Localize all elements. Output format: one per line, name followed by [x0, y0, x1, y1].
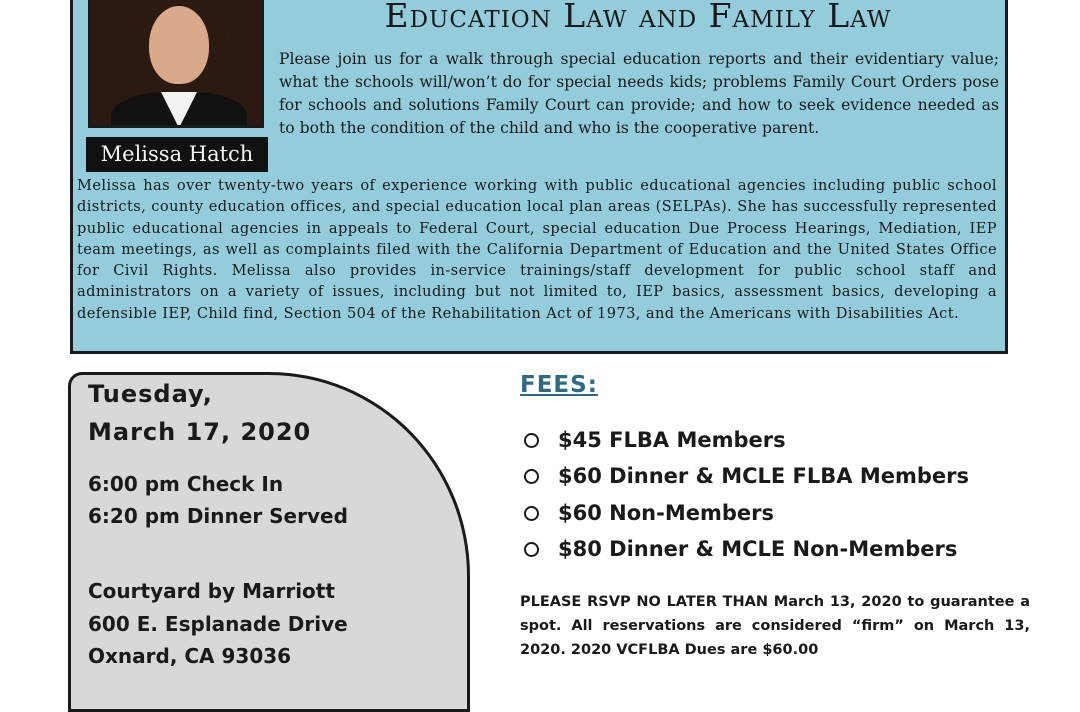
check-in-time: 6:00 pm Check In: [88, 472, 284, 496]
radio-circle-icon[interactable]: [524, 469, 539, 484]
page-title: Education Law and Family Law: [384, 0, 892, 35]
speaker-bio: Melissa has over twenty-two years of experience working with public educational agencies including public school districts, county education offices, and special education local plan areas (SELPAs). She has successfully represented public educational agencies in appeals to Federal Court, special education Due Process Hearings, Mediation, IEP team meetings, as well as complaints filed with the California Department of Education and the United States Office for Civil Rights. Melissa also provides in-service trainings/staff development for public school staff and administrators on a variety of issues, including but not limited to, IEP basics, assessment basics, developing a defensible IEP, Child find, Section 504 of the Rehabilitation Act of 1973, and the Americans with Disabilities Act.: [77, 177, 997, 322]
fee-option[interactable]: [524, 537, 957, 561]
venue-name: Courtyard by Marriott: [88, 579, 335, 603]
fee-option[interactable]: [524, 501, 774, 525]
radio-circle-icon[interactable]: [524, 433, 539, 448]
fee-option[interactable]: [524, 464, 969, 488]
fees-heading: FEES:: [520, 372, 598, 398]
photo-face: [149, 6, 209, 84]
speaker-name: Melissa Hatch: [86, 137, 268, 172]
fee-option[interactable]: [524, 428, 786, 452]
venue-city: Oxnard, CA 93036: [88, 644, 292, 668]
event-date: March 17, 2020: [88, 418, 312, 446]
fee-option-label: $60 Dinner & MCLE FLBA Members: [558, 464, 970, 488]
fee-option-label: $45 FLBA Members: [558, 428, 786, 452]
speaker-photo: [88, 0, 264, 128]
venue-street: 600 E. Esplanade Drive: [88, 612, 348, 636]
radio-circle-icon[interactable]: [524, 542, 539, 557]
session-description: Please join us for a walk through special education reports and their evidentiary value; what the schools will/won’t do for special needs kids; problems Family Court Orders pose for schools and solutions Family Court can provide; and how to seek evidence needed as to both the condition of the child and who is the cooperative parent.: [279, 50, 999, 137]
fee-option-label: $80 Dinner & MCLE Non-Members: [558, 537, 958, 561]
radio-circle-icon[interactable]: [524, 506, 539, 521]
dinner-time: 6:20 pm Dinner Served: [88, 504, 348, 528]
event-day: Tuesday,: [88, 380, 213, 408]
rsvp-notice: PLEASE RSVP NO LATER THAN March 13, 2020 to guarantee a spot. All reservations are considered “firm” on March 13, 2020. 2020 VCFLBA Dues are $60.00: [520, 594, 1030, 658]
fee-option-label: $60 Non-Members: [558, 501, 774, 525]
